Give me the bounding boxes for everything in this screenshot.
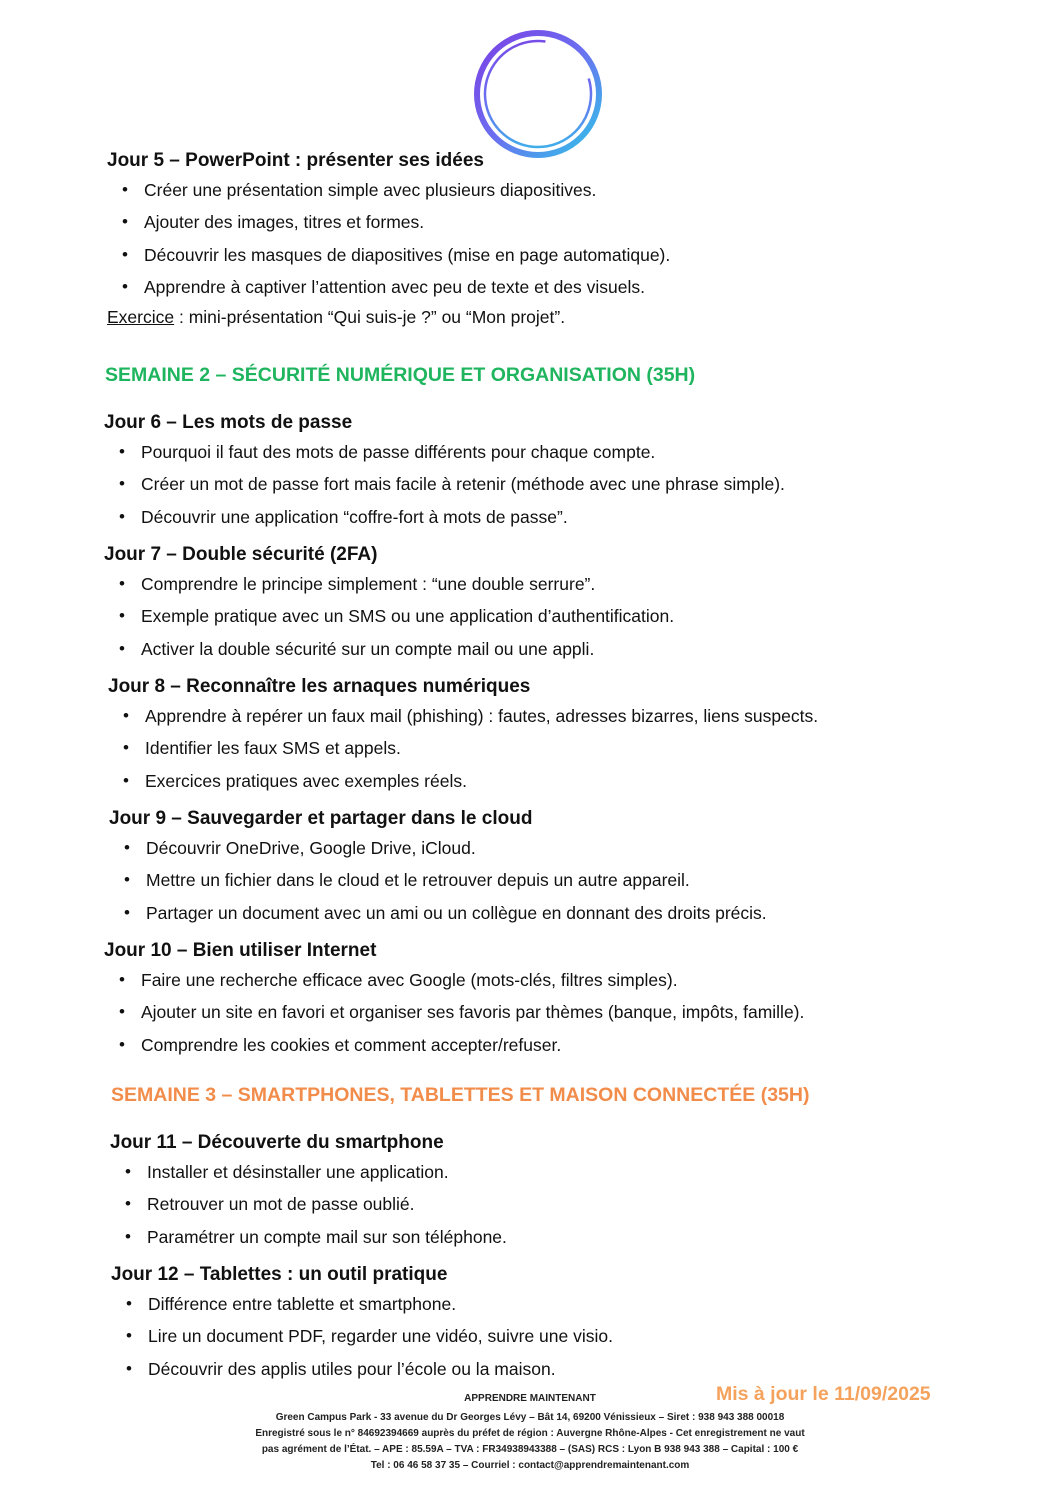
list-item: • Exemple pratique avec un SMS ou une application d’authentification. (104, 600, 674, 632)
list-item: • Découvrir les masques de diapositives (mise en page automatique). (107, 239, 670, 271)
footer-contact: Tel : 06 46 58 37 35 – Courriel : contact@apprendremaintenant.com (370, 1460, 690, 1471)
day-8-list (108, 700, 818, 797)
list-item: • Apprendre à captiver l’attention avec peu de texte et des visuels. (107, 271, 670, 303)
footer-address: Green Campus Park - 33 avenue du Dr Georges Lévy – Bât 14, 69200 Vénissieux – Siret : 938 943 388 00018 (275, 1412, 785, 1423)
day-12-title: Jour 12 – Tablettes : un outil pratique (111, 1264, 448, 1285)
list-item: • Ajouter des images, titres et formes. (107, 206, 670, 238)
footer-legal: pas agrément de l’État. – APE : 85.59A – TVA : FR34938943388 – (SAS) RCS : Lyon B 938 943 388 – Capital : 100 € (261, 1444, 799, 1455)
list-item: • Exercices pratiques avec exemples réels. (108, 765, 818, 797)
list-item: • Comprendre le principe simplement : “une double serrure”. (104, 568, 674, 600)
list-item: • Apprendre à repérer un faux mail (phishing) : fautes, adresses bizarres, liens suspects. (108, 700, 818, 732)
day-12-list (111, 1288, 613, 1385)
day-11-section (110, 1130, 507, 1253)
list-item: • Retrouver un mot de passe oublié. (110, 1188, 507, 1220)
day-7-section (104, 542, 674, 665)
footer-registration: Enregistré sous le n° 84692394669 auprès du préfet de région : Auvergne Rhône-Alpes - Cet enregistrement ne vaut (255, 1428, 805, 1439)
list-item: • Découvrir une application “coffre-fort à mots de passe”. (104, 501, 785, 533)
day-9-title: Jour 9 – Sauvegarder et partager dans le cloud (109, 808, 533, 829)
day-8-section (108, 674, 818, 797)
footer-company: APPRENDRE MAINTENANT (464, 1393, 596, 1404)
day-5-title: Jour 5 – PowerPoint : présenter ses idées (107, 150, 484, 171)
company-logo (470, 26, 606, 162)
list-item: • Ajouter un site en favori et organiser ses favoris par thèmes (banque, impôts, famille). (104, 996, 804, 1028)
exercise-line (107, 303, 670, 331)
list-item: • Découvrir des applis utiles pour l’école ou la maison. (111, 1353, 613, 1385)
week-3-title: SEMAINE 3 – SMARTPHONES, TABLETTES ET MAISON CONNECTÉE (35H) (111, 1084, 810, 1106)
day-8-title: Jour 8 – Reconnaître les arnaques numériques (108, 676, 531, 697)
list-item: • Mettre un fichier dans le cloud et le retrouver depuis un autre appareil. (109, 864, 767, 896)
day-11-list (110, 1156, 507, 1253)
day-6-section (104, 410, 785, 533)
day-7-title: Jour 7 – Double sécurité (2FA) (104, 544, 378, 565)
list-item: • Activer la double sécurité sur un compte mail ou une appli. (104, 633, 674, 665)
list-item: • Pourquoi il faut des mots de passe différents pour chaque compte. (104, 436, 785, 468)
day-10-title: Jour 10 – Bien utiliser Internet (104, 940, 377, 961)
exercise-label: Exercice (107, 307, 175, 328)
day-10-section (104, 938, 804, 1061)
day-5-section (107, 148, 670, 331)
exercise-text: : mini-présentation “Qui suis-je ?” ou “Mon projet”. (174, 307, 566, 328)
day-12-section (111, 1262, 613, 1385)
week-2-title: SEMAINE 2 – SÉCURITÉ NUMÉRIQUE ET ORGANISATION (35H) (105, 364, 696, 386)
day-6-list (104, 436, 785, 533)
list-item: • Créer un mot de passe fort mais facile à retenir (méthode avec une phrase simple). (104, 468, 785, 500)
list-item: • Découvrir OneDrive, Google Drive, iCloud. (109, 832, 767, 864)
list-item: • Identifier les faux SMS et appels. (108, 732, 818, 764)
day-11-title: Jour 11 – Découverte du smartphone (110, 1132, 444, 1153)
list-item: • Comprendre les cookies et comment accepter/refuser. (104, 1029, 804, 1061)
day-7-list (104, 568, 674, 665)
list-item: • Créer une présentation simple avec plusieurs diapositives. (107, 174, 670, 206)
list-item: • Partager un document avec un ami ou un collègue en donnant des droits précis. (109, 897, 767, 929)
list-item: • Différence entre tablette et smartphone. (111, 1288, 613, 1320)
day-9-section (109, 806, 767, 929)
list-item: • Faire une recherche efficace avec Google (mots-clés, filtres simples). (104, 964, 804, 996)
day-6-title: Jour 6 – Les mots de passe (104, 412, 353, 433)
update-date: Mis à jour le 11/09/2025 (716, 1383, 931, 1405)
list-item: • Installer et désinstaller une application. (110, 1156, 507, 1188)
day-9-list (109, 832, 767, 929)
day-5-list (107, 174, 670, 303)
day-10-list (104, 964, 804, 1061)
list-item: • Lire un document PDF, regarder une vidéo, suivre une visio. (111, 1320, 613, 1352)
list-item: • Paramétrer un compte mail sur son téléphone. (110, 1221, 507, 1253)
